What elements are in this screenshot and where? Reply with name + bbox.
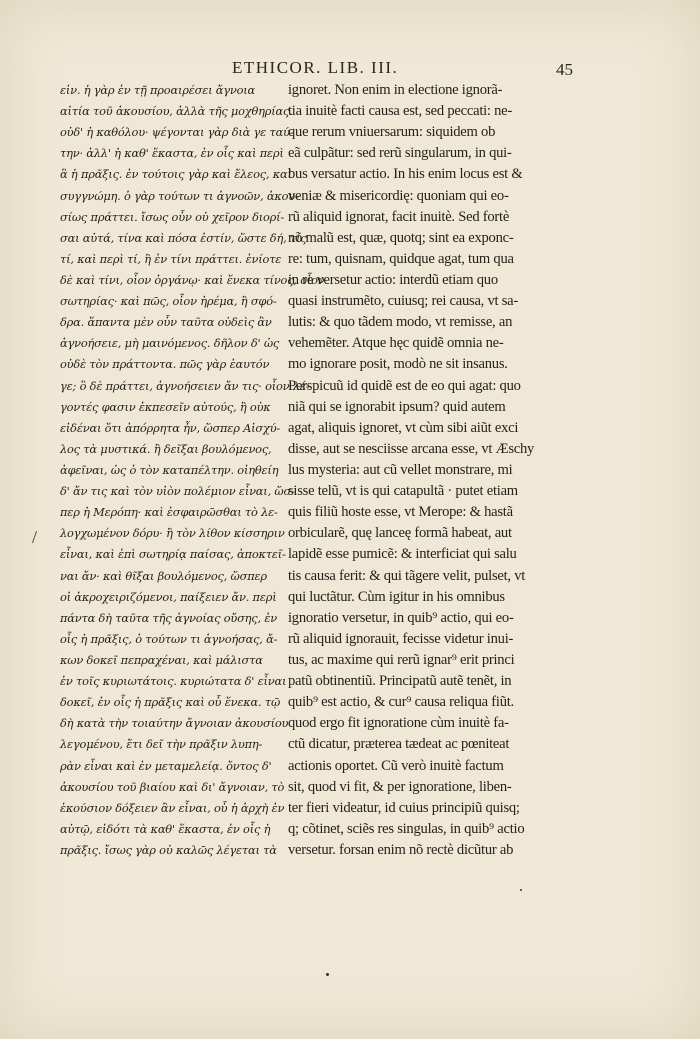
greek-text-line: ἃ ἡ πρᾶξις. ἐν τούτοις γὰρ καὶ ἔλεος, καὶ [60, 167, 292, 182]
latin-text-line: tis causa ferit: & qui tãgere velit, pulset, vt [288, 567, 526, 584]
latin-text-line: disse, aut se nesciisse arcana esse, vt Æschy [288, 440, 535, 457]
greek-text-line: λεγομένου, ἔτι δεῖ τὴν πρᾶξιν λυπη- [60, 737, 263, 752]
latin-text-line: in re versetur actio: interdũ etiam quo [288, 271, 498, 288]
latin-text-line: actionis oportet. Cũ verò inuitè factum [288, 757, 504, 774]
greek-text-line: γε; ὃ δὲ πράττει, ἀγνοήσειεν ἄν τις· οἷον λέ- [60, 378, 310, 393]
greek-text-line: δὴ κατὰ τὴν τοιαύτην ἄγνοιαν ἀκουσίου [60, 716, 289, 731]
greek-text-column [60, 80, 325, 861]
greek-text-line: ἐν τοῖς κυριωτάτοις. κυριώτατα δ' εἶναι [60, 674, 287, 689]
latin-text-line: veniæ & misericordię: quoniam qui eo- [288, 187, 509, 204]
greek-text-line: ναι ἄν· καὶ θῖξαι βουλόμενος, ὥσπερ [60, 568, 267, 583]
latin-text-line: tus, ac maxime qui rerũ ignar⁹ erit princi [288, 651, 515, 668]
latin-text-line: ignoratio versetur, in quib⁹ actio, qui eo- [288, 609, 514, 626]
greek-text-line: οὐδὲ τὸν πράττοντα. πῶς γὰρ ἑαυτόν [60, 357, 270, 372]
latin-text-line: lutis: & quo tãdem modo, vt remisse, an [288, 314, 513, 331]
greek-text-line: ἀκουσίου τοῦ βιαίου καὶ δι' ἄγνοιαν, τὸ [60, 779, 285, 794]
greek-text-line: γοντές φασιν ἐκπεσεῖν αὐτούς, ἢ οὐκ [60, 399, 271, 414]
greek-text-line: δρα. ἅπαντα μὲν οὖν ταῦτα οὐδεὶς ἂν [60, 315, 272, 330]
latin-text-line: sisse telũ, vt is qui catapultã · putet etiam [288, 483, 518, 500]
greek-text-line: πρᾶξις. ἴσως γὰρ οὐ καλῶς λέγεται τὰ [60, 842, 277, 857]
running-head: ETHICOR. LIB. III. [232, 58, 399, 77]
greek-text-line: εἰδέναι ὅτι ἀπόρρητα ἦν, ὥσπερ Αἰσχύ- [60, 420, 281, 435]
latin-text-line: ter fieri videatur, id cuius principiũ quisq; [288, 799, 520, 816]
latin-text-line: mo ignorare posit, modò ne sit insanus. [288, 356, 508, 373]
greek-text-line: σωτηρίας· καὶ πῶς, οἷον ἠρέμα, ἢ σφό- [60, 294, 277, 309]
greek-text-line: οἱ ἀκροχειριζόμενοι, παίξειεν ἄν. περὶ [60, 589, 277, 604]
latin-text-line: quod ergo fit ignoratione cùm inuitè fa- [288, 715, 509, 732]
greek-text-line: ρὰν εἶναι καὶ ἐν μεταμελείᾳ. ὄντος δ' [60, 758, 272, 773]
greek-text-line: εἶναι, καὶ ἐπὶ σωτηρίᾳ παίσας, ἀποκτεῖ- [60, 547, 286, 562]
latin-text-line: lapidẽ esse pumicẽ: & interficiat qui salu [288, 546, 517, 563]
greek-text-line: περ ἡ Μερόπη· καὶ ἐσφαιρῶσθαι τὸ λε- [60, 505, 278, 520]
latin-text-line: quis filiũ hoste esse, vt Merope: & hastã [288, 504, 513, 521]
latin-text-line: ignoret. Non enim in electione ignorã- [288, 82, 503, 98]
latin-text-line: re: tum, quisnam, quidque agat, tum qua [288, 250, 514, 267]
latin-text-column [288, 80, 568, 861]
greek-text-line: δὲ καὶ τίνι, οἷον ὀργάνῳ· καὶ ἕνεκα τίνος, οἷον [60, 272, 325, 287]
latin-text-line: q; cõtinet, sciẽs res singulas, in quib⁹ actio [288, 820, 525, 837]
greek-text-line: συγγνώμη. ὁ γὰρ τούτων τι ἀγνοῶν, ἀκου- [60, 188, 299, 203]
greek-text-line: σίως πράττει. ἴσως οὖν οὐ χεῖρον διορί- [60, 209, 285, 224]
ink-speck [520, 889, 522, 891]
latin-text-line: orbicularẽ, quę lanceę formã habeat, aut [288, 525, 512, 542]
greek-text-line: τί, καὶ περὶ τί, ἢ ἐν τίνι πράττει. ἐνίοτε [60, 251, 282, 266]
latin-text-line: qui luctãtur. Cùm igitur in his omnibus [288, 588, 505, 605]
ink-speck [326, 973, 329, 976]
greek-text-line: λογχωμένον δόρυ· ἢ τὸν λίθον κίσσηριν [60, 526, 285, 541]
greek-text-line: ἑκούσιον δόξειεν ἂν εἶναι, οὗ ἡ ἀρχὴ ἐν [60, 800, 285, 815]
greek-text-line: ἀγνοήσειε, μὴ μαινόμενος. δῆλον δ' ὡς [60, 336, 280, 351]
greek-text-line: την· ἀλλ' ἡ καθ' ἕκαστα, ἐν οἷς καὶ περὶ [60, 146, 284, 161]
greek-text-line: ἀφεῖναι, ὡς ὁ τὸν καταπέλτην. οἰηθείη [60, 462, 279, 477]
latin-text-line: quib⁹ est actio, & cur⁹ causa reliqua fiũt. [288, 694, 514, 711]
greek-text-line: λος τὰ μυστικά. ἢ δεῖξαι βουλόμενος, [60, 441, 272, 456]
latin-text-line: que rerum vniuersarum: siquidem ob [288, 124, 496, 141]
latin-text-line: rũ aliquid ignorat, facit inuitè. Sed fortè [288, 208, 510, 225]
margin-mark: / [32, 527, 38, 547]
latin-text-line: tia inuitè facti causa est, sed peccati: ne- [288, 103, 513, 120]
latin-text-line: agat, aliquis ignoret, vt cùm sibi aiũt exci [288, 419, 519, 436]
latin-text-line: nõ malũ est, quæ, quotq; sint ea exponc- [288, 229, 514, 246]
latin-text-line: niã qui se ignorabit ipsum? quid autem [288, 398, 506, 415]
latin-text-line: lus mysteria: aut cũ vellet monstrare, mi [288, 461, 513, 478]
greek-text-line: αἰτία τοῦ ἀκουσίου, ἀλλὰ τῆς μοχθηρίας. [60, 104, 293, 119]
greek-text-line: δ' ἄν τις καὶ τὸν υἱὸν πολέμιον εἶναι, ὥσ- [60, 484, 295, 499]
latin-text-line: bus versatur actio. In his enim locus est & [288, 166, 523, 183]
page-number: 45 [556, 60, 573, 79]
latin-text-line: patũ obtinentiũ. Principatũ autẽ tenẽt, in [288, 673, 512, 690]
greek-text-line: πάντα δὴ ταῦτα τῆς ἀγνοίας οὔσης, ἐν [60, 610, 277, 625]
greek-text-line: δοκεῖ, ἐν οἷς ἡ πρᾶξις καὶ οὗ ἕνεκα. τῷ [60, 695, 281, 710]
greek-text-line: αὐτῷ, εἰδότι τὰ καθ' ἕκαστα, ἐν οἷς ἡ [60, 821, 271, 836]
latin-text-line: rũ aliquid ignorauit, fecisse videtur inui- [288, 630, 514, 647]
greek-text-line: εἰν. ἡ γὰρ ἐν τῇ προαιρέσει ἄγνοια [60, 83, 256, 97]
greek-text-line: οἷς ἡ πρᾶξις, ὁ τούτων τι ἀγνοήσας, ἄ- [60, 631, 278, 646]
greek-text-line: οὐδ' ἡ καθόλου· ψέγονται γὰρ διὰ γε ταύ- [60, 125, 294, 140]
latin-text-line: versetur. forsan enim nõ rectè dicũtur ab [288, 841, 514, 858]
greek-text-line: κων δοκεῖ πεπραχέναι, καὶ μάλιστα [60, 652, 263, 667]
latin-text-line: Perspicuũ id quidẽ est de eo qui agat: quo [288, 377, 521, 394]
latin-text-line: vehemẽter. Atque hęc quidẽ omnia ne- [288, 335, 504, 352]
latin-text-line: eã culpãtur: sed rerũ singularum, in qui- [288, 145, 512, 162]
latin-text-line: quasi instrumẽto, cuiusq; rei causa, vt sa- [288, 293, 518, 310]
greek-text-line: σαι αὐτά, τίνα καὶ πόσα ἐστίν, ὥστε δή, τίς [60, 230, 307, 245]
latin-text-line: ctũ dicatur, præterea tædeat ac pœniteat [288, 736, 510, 753]
latin-text-line: sit, quod vi fit, & per ignoratione, liben- [288, 778, 512, 795]
